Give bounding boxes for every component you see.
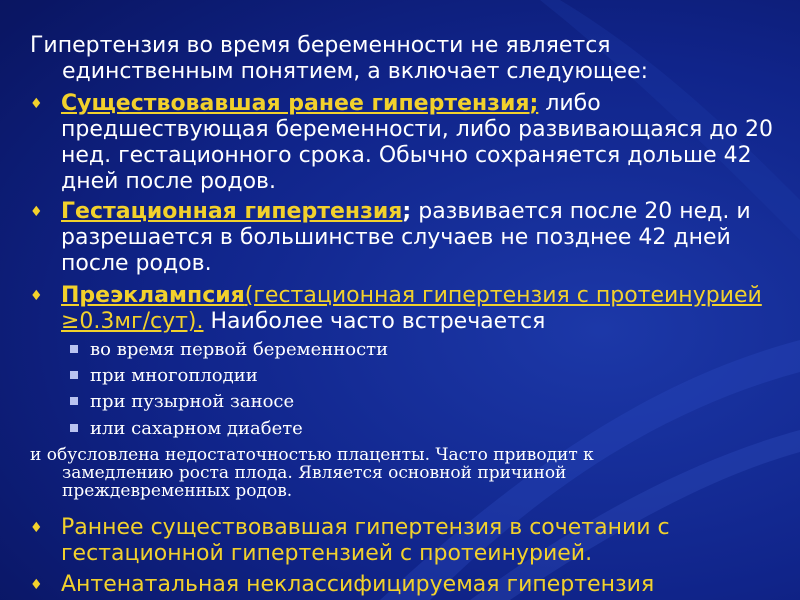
intro-line-2: единственным понятием, а включает следующее: — [62, 59, 649, 84]
bullet-body — [30, 283, 780, 335]
sub-item-label: при пузырной заносе — [90, 391, 295, 412]
bullet-body — [30, 91, 780, 195]
square-bullet-icon — [70, 345, 78, 353]
diamond-bullet-icon: ♦ — [30, 96, 43, 112]
sub-item — [70, 418, 303, 440]
bullet-term: Существовавшая ранее гипертензия — [61, 91, 530, 116]
sub-item — [70, 391, 294, 413]
bullet-body — [30, 199, 780, 277]
diamond-bullet-icon: ♦ — [30, 204, 43, 220]
square-bullet-icon — [70, 424, 78, 432]
diamond-bullet-icon: ♦ — [30, 288, 43, 304]
diamond-bullet-icon: ♦ — [30, 520, 43, 536]
bullet-term-punct: ; — [402, 199, 412, 224]
bullet-term-detail: (гестационная гипертензия с протеинурией ≥0.3мг/сут). — [61, 283, 762, 334]
bullet-preeclampsia — [30, 283, 780, 335]
sub-item — [70, 365, 258, 387]
sub-item-label: во время первой беременности — [90, 339, 389, 360]
bullet-text: либо предшествующая беременности, либо развивающаяся до 20 нед. гестационного срока. Обычно сохраняется дольше 42 дней после родов. — [61, 91, 773, 194]
sub-item-label: или сахарном диабете — [90, 418, 303, 439]
bullet-gestational-hypertension — [30, 199, 780, 277]
followup-line-3: преждевременных родов. — [62, 481, 293, 501]
bullet-text: Раннее существовавшая гипертензия в сочетании с гестационной гипертензией с протеинурией. — [61, 515, 670, 566]
bullet-text: Антенатальная неклассифицируемая гипертензия — [61, 572, 655, 597]
bullet-unclassified-hypertension — [30, 572, 780, 598]
followup-line-1: и обусловлена недостаточностью плаценты. Часто приводит к — [30, 445, 594, 465]
bullet-term-punct: ; — [529, 91, 539, 116]
square-bullet-icon — [70, 397, 78, 405]
followup-line-2: замедлению роста плода. Является основной причиной — [62, 463, 567, 483]
intro-line-1: Гипертензия во время беременности не является — [30, 33, 611, 58]
sub-item — [70, 339, 388, 361]
bullet-text: Наиболее часто встречается — [203, 309, 546, 334]
sub-item-label: при многоплодии — [90, 365, 258, 386]
bullet-term: Преэклампсия — [61, 283, 245, 308]
bullet-preexisting-hypertension — [30, 91, 780, 195]
followup-paragraph — [30, 446, 710, 500]
intro-paragraph — [30, 33, 780, 85]
square-bullet-icon — [70, 371, 78, 379]
bullet-combined-hypertension — [30, 515, 780, 567]
bullet-term: Гестационная гипертензия — [61, 199, 403, 224]
bullet-text: развивается после 20 нед. и разрешается в большинстве случаев не позднее 42 дней после родов. — [61, 199, 751, 276]
diamond-bullet-icon: ♦ — [30, 577, 43, 593]
